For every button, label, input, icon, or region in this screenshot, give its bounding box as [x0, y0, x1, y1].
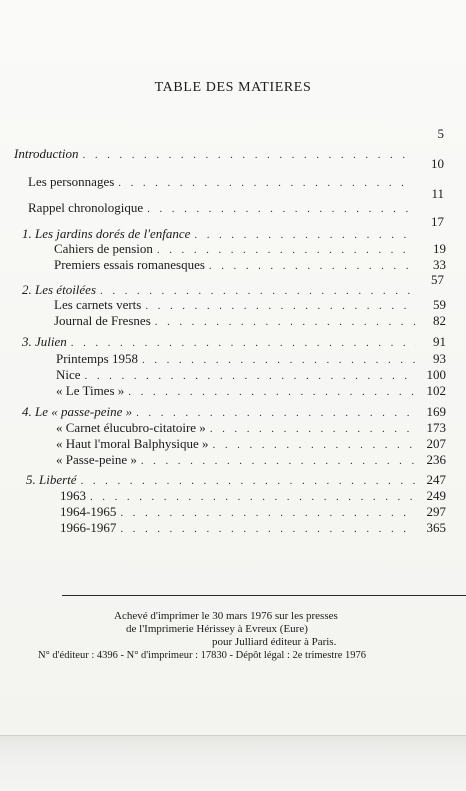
- leader-dots: [128, 384, 416, 400]
- leader-dots: [142, 352, 416, 368]
- toc-entry-label: 5. Liberté: [26, 472, 77, 487]
- toc-page-number: 365: [426, 520, 446, 535]
- leader-dots: [147, 201, 414, 217]
- toc-entry-personnages: [28, 174, 414, 191]
- page-title: TABLE DES MATIERES: [154, 80, 312, 95]
- toc-page-number: 236: [426, 452, 446, 467]
- toc-page-number: 93: [433, 351, 446, 366]
- toc-entry-label: Printemps 1958: [56, 351, 138, 366]
- leader-dots: [85, 368, 416, 384]
- toc-entry-chapter-1b: [54, 257, 446, 274]
- toc-page-number: 19: [433, 241, 446, 256]
- leader-dots: [210, 421, 416, 437]
- leader-dots: [120, 505, 416, 521]
- toc-page-number: 247: [426, 472, 446, 487]
- toc-entry-label: « Le Times »: [56, 383, 125, 398]
- toc-entry-chapter-4c: [56, 452, 446, 469]
- toc-entry-label: 1964-1965: [60, 504, 117, 519]
- toc-page-number: 297: [426, 504, 446, 519]
- toc-entry-chapter-2a: [54, 297, 446, 314]
- leader-dots: [155, 314, 416, 330]
- toc-entry-chapter-1a: [54, 241, 446, 258]
- leader-dots: [118, 175, 414, 191]
- toc-entry-label: 2. Les étoilées: [22, 282, 97, 297]
- leader-dots: [213, 437, 416, 453]
- page-edge: [0, 735, 466, 791]
- leader-dots: [209, 258, 416, 274]
- colophon-line-2: de l'Imprimerie Hérissey à Evreux (Eure): [126, 623, 308, 635]
- toc-page-number: 100: [426, 367, 446, 382]
- toc-entry-label: « Haut l'moral Balphysique »: [56, 436, 209, 451]
- toc-entry-label: 1963: [60, 488, 86, 503]
- toc-page-number: 57: [431, 272, 444, 287]
- toc-entry-chapter-2b: [54, 313, 446, 330]
- toc-page-number: 173: [426, 420, 446, 435]
- toc-page-number: 249: [426, 488, 446, 503]
- toc-entry-label: 4. Le « passe-peine »: [22, 404, 133, 419]
- leader-dots: [145, 298, 416, 314]
- colophon-rule: [62, 595, 466, 596]
- leader-dots: [141, 453, 416, 469]
- colophon-line-1: Achevé d'imprimer le 30 mars 1976 sur les presses: [114, 610, 338, 622]
- toc-entry-label: 1. Les jardins dorés de l'enfance: [22, 226, 191, 241]
- leader-dots: [83, 147, 414, 163]
- leader-dots: [157, 242, 416, 258]
- toc-entry-label: Introduction: [14, 146, 79, 161]
- leader-dots: [136, 405, 416, 421]
- toc-entry-label: Cahiers de pension: [54, 241, 153, 256]
- toc-page-number: 33: [433, 257, 446, 272]
- leader-dots: [71, 335, 416, 351]
- toc-entry-label: Les personnages: [28, 174, 115, 189]
- toc-entry-chapter-3b: [56, 367, 446, 384]
- toc-entry-chapter-4b: [56, 436, 446, 453]
- toc-page-number: 59: [433, 297, 446, 312]
- leader-dots: [120, 521, 416, 537]
- toc-entry-chapter-4: [22, 404, 446, 421]
- toc-entry-chapter-5: [26, 472, 446, 489]
- colophon-line-3: pour Julliard éditeur à Paris.: [212, 636, 337, 648]
- toc-entry-chapter-3c: [56, 383, 446, 400]
- toc-entry-label: Journal de Fresnes: [54, 313, 151, 328]
- toc-entry-label: « Carnet élucubro-citatoire »: [56, 420, 206, 435]
- toc-entry-label: « Passe-peine »: [56, 452, 137, 467]
- toc-entry-chapter-5a: [60, 488, 446, 505]
- toc-page-number: 17: [431, 214, 444, 229]
- toc-page-number: 5: [437, 126, 444, 141]
- toc-entry-rappel: [28, 200, 414, 217]
- toc-entry-introduction: [14, 146, 414, 163]
- toc-entry-chapter-5c: [60, 520, 446, 537]
- colophon-line-4: N° d'éditeur : 4396 - N° d'imprimeur : 17830 - Dépôt légal : 2e trimestre 1976: [38, 650, 366, 661]
- toc-entry-chapter-5b: [60, 504, 446, 521]
- toc-page-number: 102: [426, 383, 446, 398]
- toc-page-number: 169: [426, 404, 446, 419]
- toc-entry-chapter-3a: [56, 351, 446, 368]
- toc-entry-label: Nice: [56, 367, 81, 382]
- leader-dots: [81, 473, 416, 489]
- leader-dots: [90, 489, 416, 505]
- toc-entry-chapter-4a: [56, 420, 446, 437]
- toc-page-number: 82: [433, 313, 446, 328]
- toc-entry-label: 1966-1967: [60, 520, 117, 535]
- toc-page-number: 11: [431, 186, 444, 201]
- toc-entry-label: Premiers essais romanesques: [54, 257, 205, 272]
- toc-entry-label: Rappel chronologique: [28, 200, 144, 215]
- toc-entry-label: Les carnets verts: [54, 297, 142, 312]
- toc-page-number: 10: [431, 156, 444, 171]
- toc-entry-chapter-3: [22, 334, 446, 351]
- toc-page-number: 207: [426, 436, 446, 451]
- toc-page-number: 91: [433, 334, 446, 349]
- toc-entry-label: 3. Julien: [22, 334, 67, 349]
